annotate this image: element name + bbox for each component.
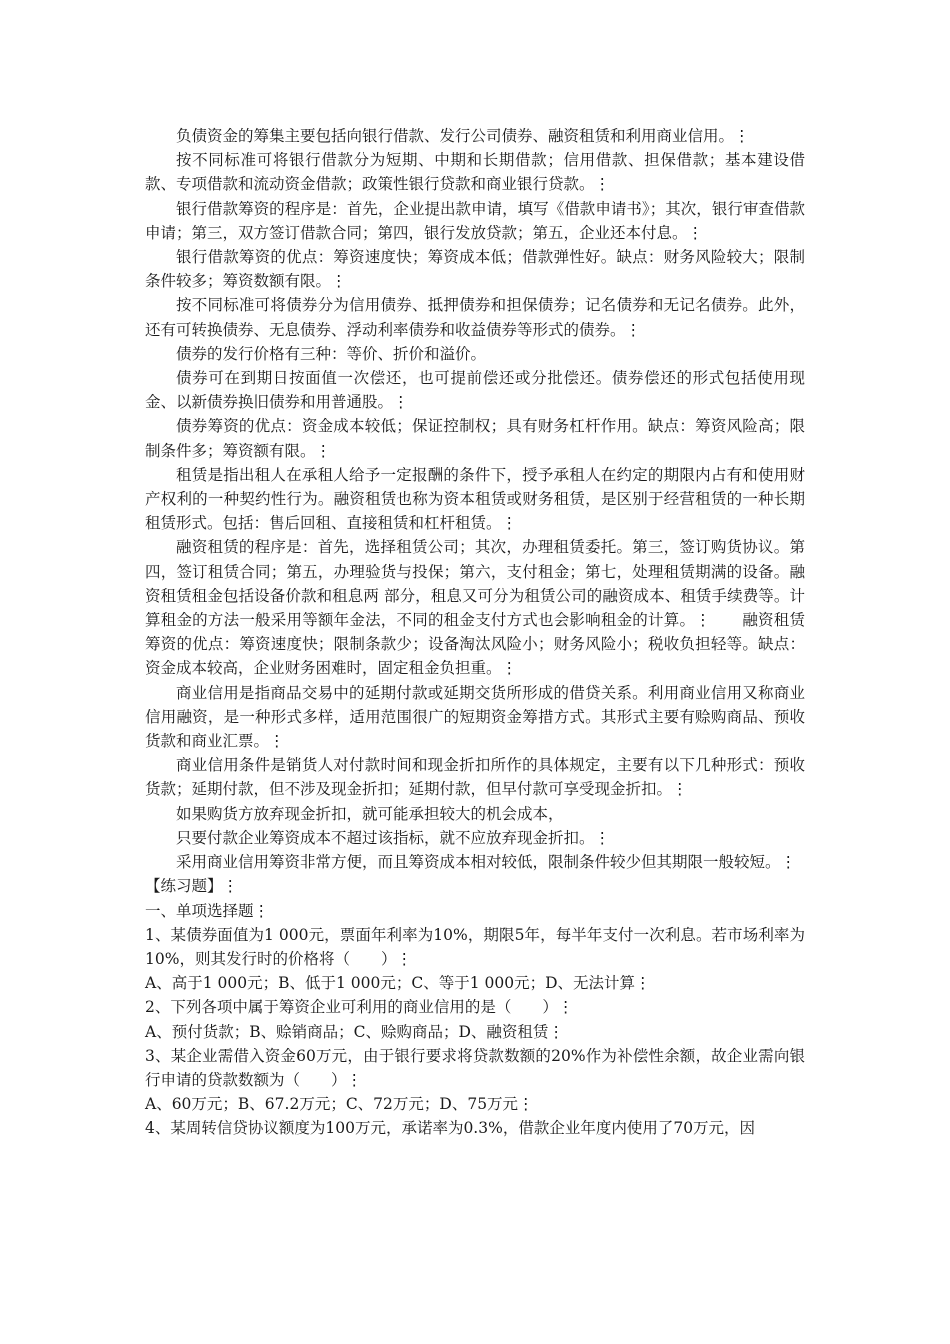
question-1-stem: 1、某债券面值为1 000元，票面年利率为10%，期限5年，每半年支付一次利息。若市场利率为10%，则其发行时的价格将（ ）⋮ xyxy=(145,925,805,968)
question-1-options: A、高于1 000元；B、低于1 000元；C、等于1 000元；D、无法计算⋮ xyxy=(145,974,651,993)
question-2-stem: 2、下列各项中属于筹资企业可利用的商业信用的是（ ）⋮ xyxy=(145,998,574,1017)
paragraph-bond-repayment: 债券可在到期日按面值一次偿还，也可提前偿还或分批偿还。债券偿还的形式包括使用现金、以新债券换旧债券和用普通股。⋮ xyxy=(145,369,805,412)
paragraph-bond-price: 债券的发行价格有三种：等价、折价和溢价。 xyxy=(176,344,487,363)
paragraph-credit-terms: 商业信用条件是销货人对付款时间和现金折扣所作的具体规定，主要有以下几种形式：预收货款；延期付款，但不涉及现金折扣；延期付款，但早付款可享受现金折扣。⋮ xyxy=(145,756,805,799)
paragraph-bank-loan-pros-cons: 银行借款筹资的优点：筹资速度快；筹资成本低；借款弹性好。缺点：财务风险较大；限制条件较多；筹资数额有限。⋮ xyxy=(145,248,805,291)
section-title: 一、单项选择题⋮ xyxy=(145,901,270,920)
paragraph-debt-financing: 负债资金的筹集主要包括向银行借款、发行公司债券、融资租赁和利用商业信用。⋮ xyxy=(176,127,750,145)
paragraph-credit-summary: 采用商业信用筹资非常方便，而且筹资成本相对较低，限制条件较少但其期限一般较短。⋮ xyxy=(176,853,797,872)
paragraph-discount-rule: 只要付款企业筹资成本不超过该指标，就不应放弃现金折扣。⋮ xyxy=(176,828,611,847)
paragraph-bank-loan-procedure: 银行借款筹资的程序是：首先，企业提出款申请，填写《借款申请书》；其次，银行审查借款申请；第三，双方签订借款合同；第四，银行发放贷款；第五，企业还本付息。⋮ xyxy=(145,199,805,242)
document-body xyxy=(145,124,805,1141)
paragraph-commercial-credit: 商业信用是指商品交易中的延期付款或延期交货所形成的借贷关系。利用商业信用又称商业信用融资，是一种形式多样，适用范围很广的短期资金筹措方式。其形式主要有赊购商品、预收货款和商业汇票。⋮ xyxy=(145,683,805,751)
exercise-heading: 【练习题】⋮ xyxy=(145,877,239,896)
paragraph-discount-cost: 如果购货方放弃现金折扣，就可能承担较大的机会成本， xyxy=(176,804,564,823)
question-4-stem: 4、某周转信贷协议额度为100万元，承诺率为0.3%，借款企业年度内使用了70万元，因 xyxy=(145,1119,756,1138)
question-3-options: A、60万元；B、67.2万元；C、72万元；D、75万元⋮ xyxy=(145,1095,534,1114)
paragraph-leasing-definition: 租赁是指出租人在承租人给予一定报酬的条件下，授予承租人在约定的期限内占有和使用财产权利的一种契约性行为。融资租赁也称为资本租赁或财务租赁，是区别于经营租赁的一种长期租赁形式。包括：售后回租、直接租赁和杠杆租赁。⋮ xyxy=(145,465,805,533)
question-2-options: A、预付货款；B、赊销商品；C、赊购商品；D、融资租赁⋮ xyxy=(145,1022,564,1041)
paragraph-bond-pros-cons: 债券筹资的优点：资金成本较低；保证控制权；具有财务杠杆作用。缺点：筹资风险高；限制条件多；筹资额有限。⋮ xyxy=(145,417,805,460)
paragraph-bond-types: 按不同标准可将债券分为信用债券、抵押债券和担保债券；记名债券和无记名债券。此外，还有可转换债券、无息债券、浮动利率债券和收益债券等形式的债券。⋮ xyxy=(145,296,805,339)
paragraph-leasing-procedure: 融资租赁的程序是：首先，选择租赁公司；其次，办理租赁委托。第三，签订购货协议。第四，签订租赁合同；第五，办理验货与投保；第六，支付租金；第七，处理租赁期满的设备。融资租赁租金包括设备价款和租息两 部分，租息又可分为租赁公司的融资成本、租赁手续费等。计算租金的方法一般采用等额年金法，不同的租金支付方式也会影响租金的计算。⋮ 融资租赁筹资的优点：筹资速度快；限制条款少；设备淘汰风险小；财务风险小；税收负担轻等。缺点：资金成本较高，企业财务困难时，固定租金负担重。⋮ xyxy=(145,538,805,678)
question-3-stem: 3、某企业需借入资金60万元，由于银行要求将贷款数额的20%作为补偿性余额，故企业需向银行申请的贷款数额为（ ）⋮ xyxy=(145,1046,805,1089)
paragraph-bank-loan-types: 按不同标准可将银行借款分为短期、中期和长期借款；信用借款、担保借款；基本建设借款、专项借款和流动资金借款；政策性银行贷款和商业银行贷款。⋮ xyxy=(145,151,805,194)
